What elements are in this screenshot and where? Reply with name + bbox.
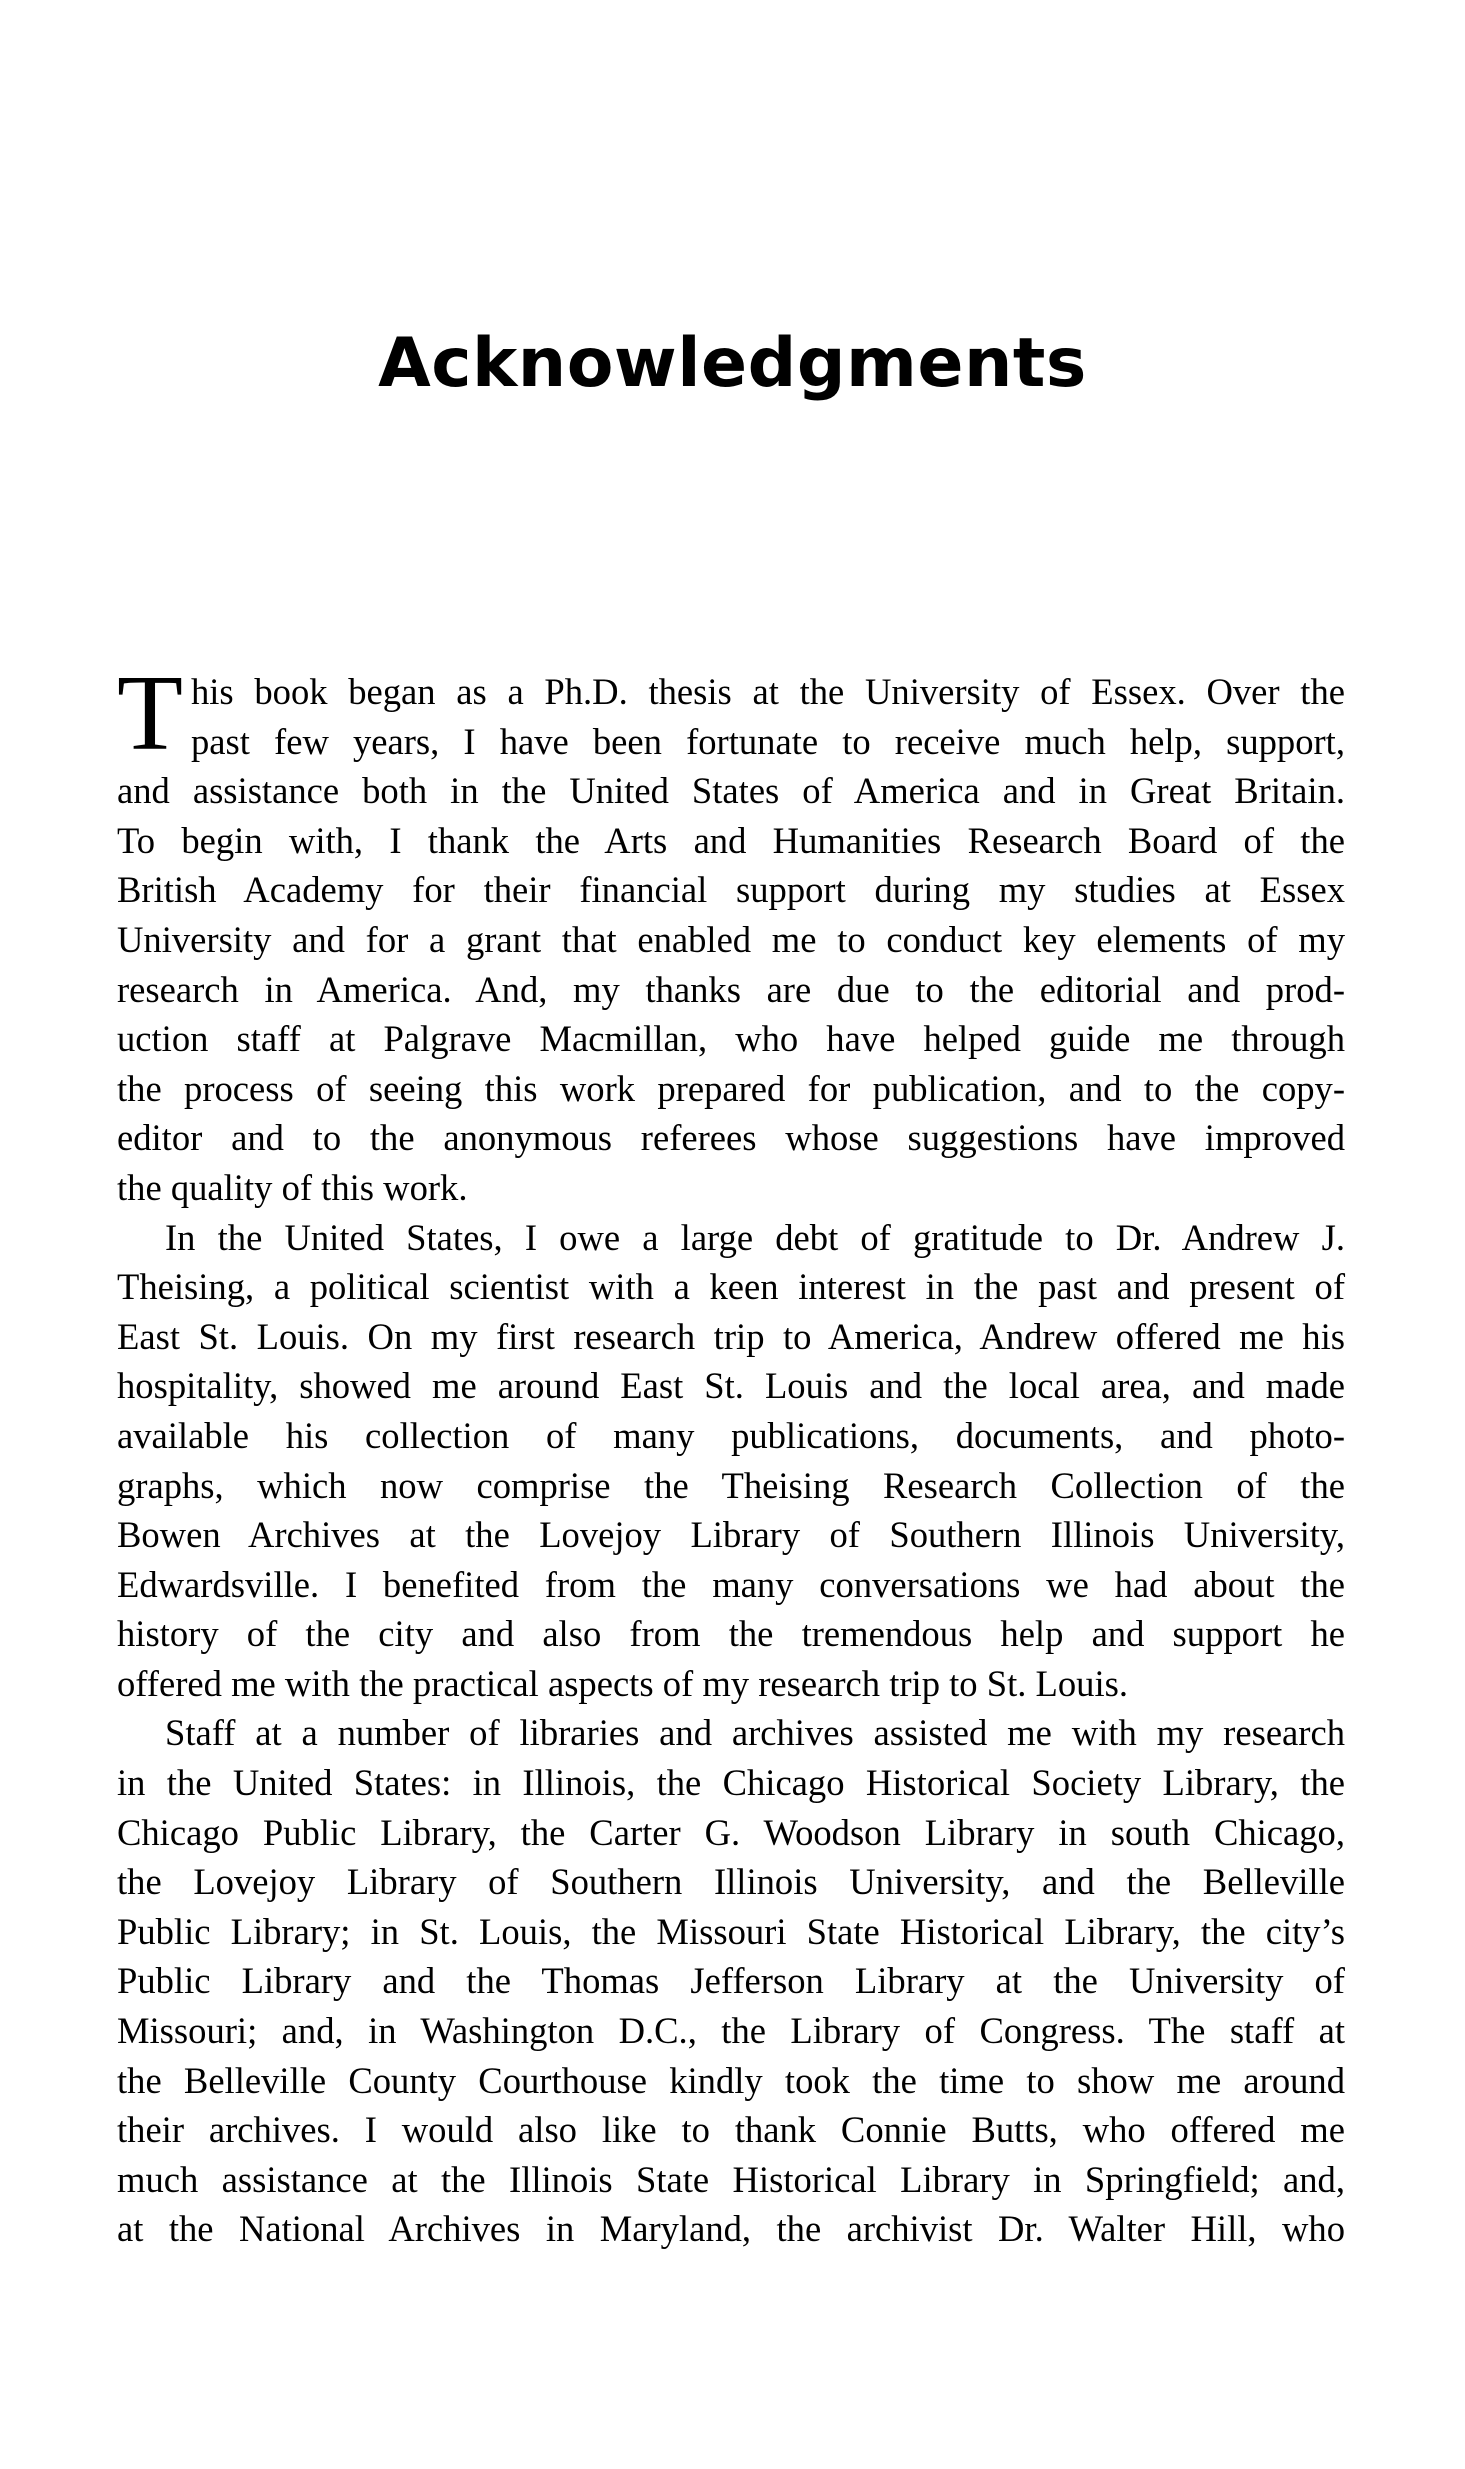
text-line: Theising, a political scientist with a keen interest in the past and present of — [117, 1266, 1345, 1308]
paragraph-1 — [117, 654, 1345, 1213]
text-line: In the United States, I owe a large debt of gratitude to Dr. Andrew J. — [165, 1216, 1345, 1258]
text-line: the Belleville County Courthouse kindly took the time to show me around — [117, 2059, 1345, 2101]
text-line: To begin with, I thank the Arts and Humanities Research Board of the — [117, 819, 1345, 861]
text-line: uction staff at Palgrave Macmillan, who have helped guide me through — [117, 1018, 1345, 1060]
text-line: British Academy for their financial support during my studies at Essex — [117, 869, 1345, 911]
text-line: and assistance both in the United States of America and in Great Britain. — [117, 770, 1345, 812]
text-line: hospitality, showed me around East St. Louis and the local area, and made — [117, 1365, 1345, 1407]
text-line: at the National Archives in Maryland, the archivist Dr. Walter Hill, who — [117, 2208, 1345, 2250]
text-line: the quality of this work. — [117, 1166, 468, 1208]
text-line: editor and to the anonymous referees whose suggestions have improved — [117, 1117, 1345, 1159]
text-line: Bowen Archives at the Lovejoy Library of Southern Illinois University, — [117, 1514, 1345, 1556]
text-line: history of the city and also from the tremendous help and support he — [117, 1613, 1345, 1655]
text-line: much assistance at the Illinois State Historical Library in Springfield; and, — [117, 2158, 1345, 2200]
body-text — [117, 654, 1345, 2254]
text-line: East St. Louis. On my first research trip to America, Andrew offered me his — [117, 1315, 1345, 1357]
text-line: in the United States: in Illinois, the Chicago Historical Society Library, the — [117, 1762, 1345, 1804]
text-line: Public Library; in St. Louis, the Missouri State Historical Library, the city’s — [117, 1910, 1345, 1952]
text-line: Staff at a number of libraries and archives assisted me with my research — [165, 1712, 1345, 1754]
text-line: Chicago Public Library, the Carter G. Woodson Library in south Chicago, — [117, 1811, 1345, 1853]
paragraph-3 — [117, 1708, 1345, 2254]
drop-cap: T — [117, 654, 183, 773]
text-line: University and for a grant that enabled me to conduct key elements of my — [117, 918, 1345, 960]
text-line: Public Library and the Thomas Jefferson Library at the University of — [117, 1960, 1345, 2002]
page-title: Acknowledgments — [378, 324, 1087, 403]
text-line: research in America. And, my thanks are due to the editorial and prod- — [117, 968, 1345, 1010]
text-line: his book began as a Ph.D. thesis at the University of Essex. Over the — [190, 671, 1345, 712]
text-line: Edwardsville. I benefited from the many conversations we had about the — [117, 1563, 1345, 1605]
paragraph-2 — [117, 1213, 1345, 1709]
text-line: available his collection of many publications, documents, and photo- — [117, 1414, 1345, 1456]
text-line: their archives. I would also like to thank Connie Butts, who offered me — [117, 2109, 1345, 2151]
text-line: graphs, which now comprise the Theising Research Collection of the — [117, 1464, 1345, 1506]
text-line: the process of seeing this work prepared for publication, and to the copy- — [117, 1067, 1345, 1109]
text-line: past few years, I have been fortunate to receive much help, support, — [190, 720, 1345, 762]
text-line: Missouri; and, in Washington D.C., the Library of Congress. The staff at — [117, 2010, 1345, 2052]
text-line: offered me with the practical aspects of my research trip to St. Louis. — [117, 1662, 1128, 1704]
text-line: the Lovejoy Library of Southern Illinois University, and the Belleville — [117, 1861, 1345, 1903]
